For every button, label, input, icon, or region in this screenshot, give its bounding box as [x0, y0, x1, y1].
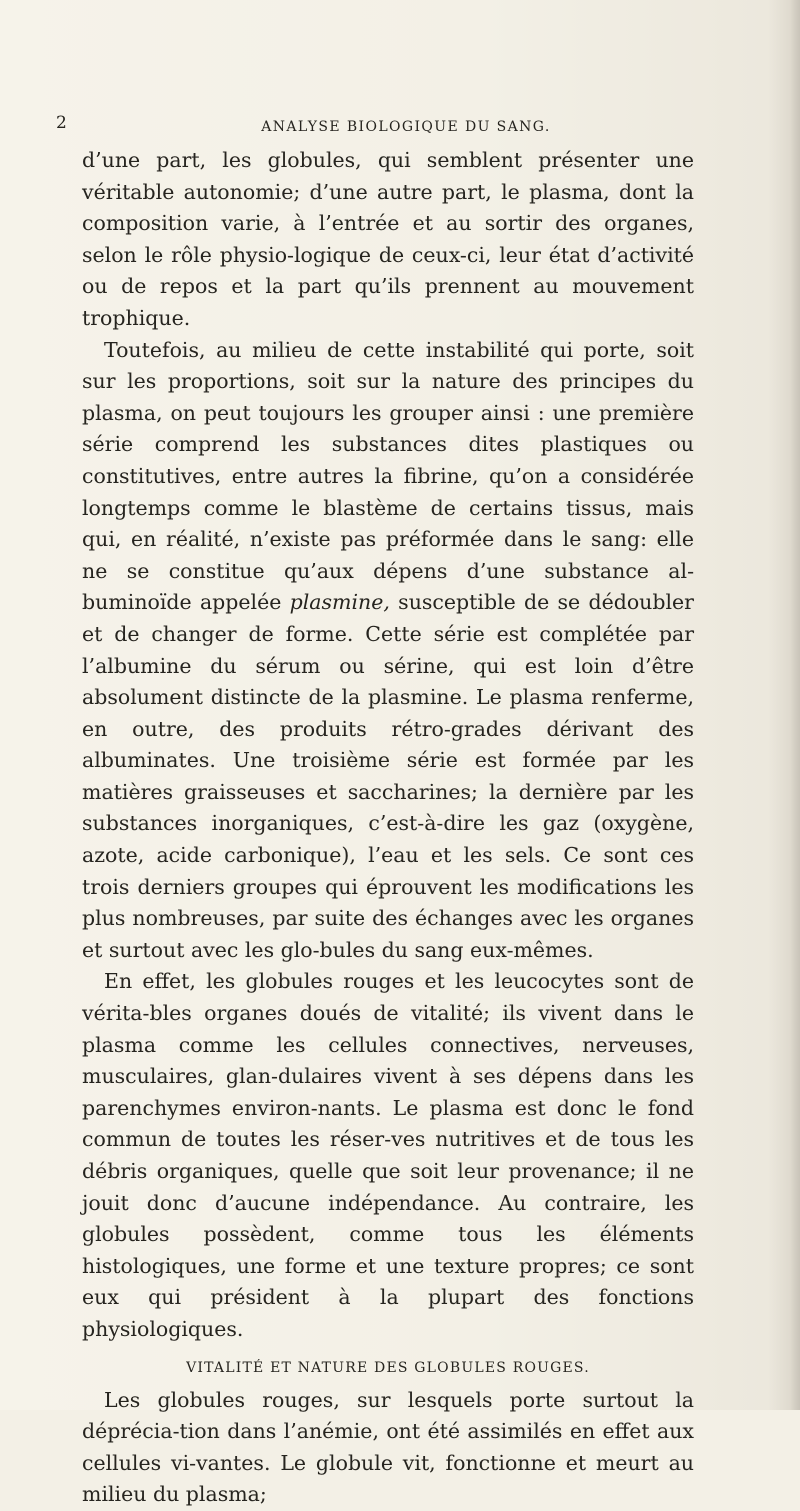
page-header [56, 112, 756, 138]
paragraph-2-part-1: Toutefois, au milieu de cette instabilité qui porte, soit sur les proportions, soit sur la nature des principes du plasma, on peut toujours les grouper ainsi : une première série comprend les substances dites plastiques ou constitutives, entre autres la fibrine, qu’on a considérée longtemps comme le blastème de certains tissus, mais qui, en réalité, n’existe pas préformée dans le sang: elle ne se constitue qu’aux dépens d’une substance al-buminoïde appelée [82, 337, 694, 615]
page-edge-shadow [790, 0, 800, 1410]
paragraph-2 [82, 335, 694, 967]
italic-term-plasmine: plasmine, [289, 590, 390, 615]
running-title: ANALYSE BIOLOGIQUE DU SANG. [261, 119, 551, 135]
section-heading: VITALITÉ ET NATURE DES GLOBULES ROUGES. [186, 1359, 590, 1376]
body-text [82, 145, 694, 1511]
paragraph-2-part-2: susceptible de se dédoubler et de changer de forme. Cette série est complétée par l’albumine du sérum ou sérine, qui est loin d’être absolument distincte de la plasmine. Le plasma renferme, en outre, des produits rétro-grades dérivant des albuminates. Une troisième série est formée par les matières graisseuses et saccharines; la dernière par les substances inorganiques, c’est-à-dire les gaz (oxygène, azote, acide carbonique), l’eau et les sels. Ce sont ces trois derniers groupes qui éprouvent les modifications les plus nombreuses, par suite des échanges avec les organes et surtout avec les glo-bules du sang eux-mêmes. [82, 590, 694, 962]
page-number: 2 [56, 113, 67, 133]
paragraph-1: d’une part, les globules, qui semblent présenter une véritable autonomie; d’une autre part, le plasma, dont la composition varie, à l’entrée et au sortir des organes, selon le rôle physio-logique de ceux-ci, leur état d’activité ou de repos et la part qu’ils prennent au mouvement trophique. [82, 148, 694, 330]
paragraph-4: Les globules rouges, sur lesquels porte surtout la déprécia-tion dans l’anémie, ont été assimilés en effet aux cellules vi-vantes. Le globule vit, fonctionne et meurt au milieu du plasma; [82, 1387, 694, 1507]
paragraph-3: En effet, les globules rouges et les leucocytes sont de vérita-bles organes doués de vitalité; ils vivent dans le plasma comme les cellules connectives, nerveuses, musculaires, glan-dulaires vivent à ses dépens dans les parenchymes environ-nants. Le plasma est donc le fond commun de toutes les réser-ves nutritives et de tous les débris organiques, quelle que soit leur provenance; il ne jouit donc d’aucune indépendance. Au contraire, les globules possèdent, comme tous les éléments histologiques, une forme et une texture propres; ce sont eux qui président à la plupart des fonctions physiologiques. [82, 969, 694, 1341]
